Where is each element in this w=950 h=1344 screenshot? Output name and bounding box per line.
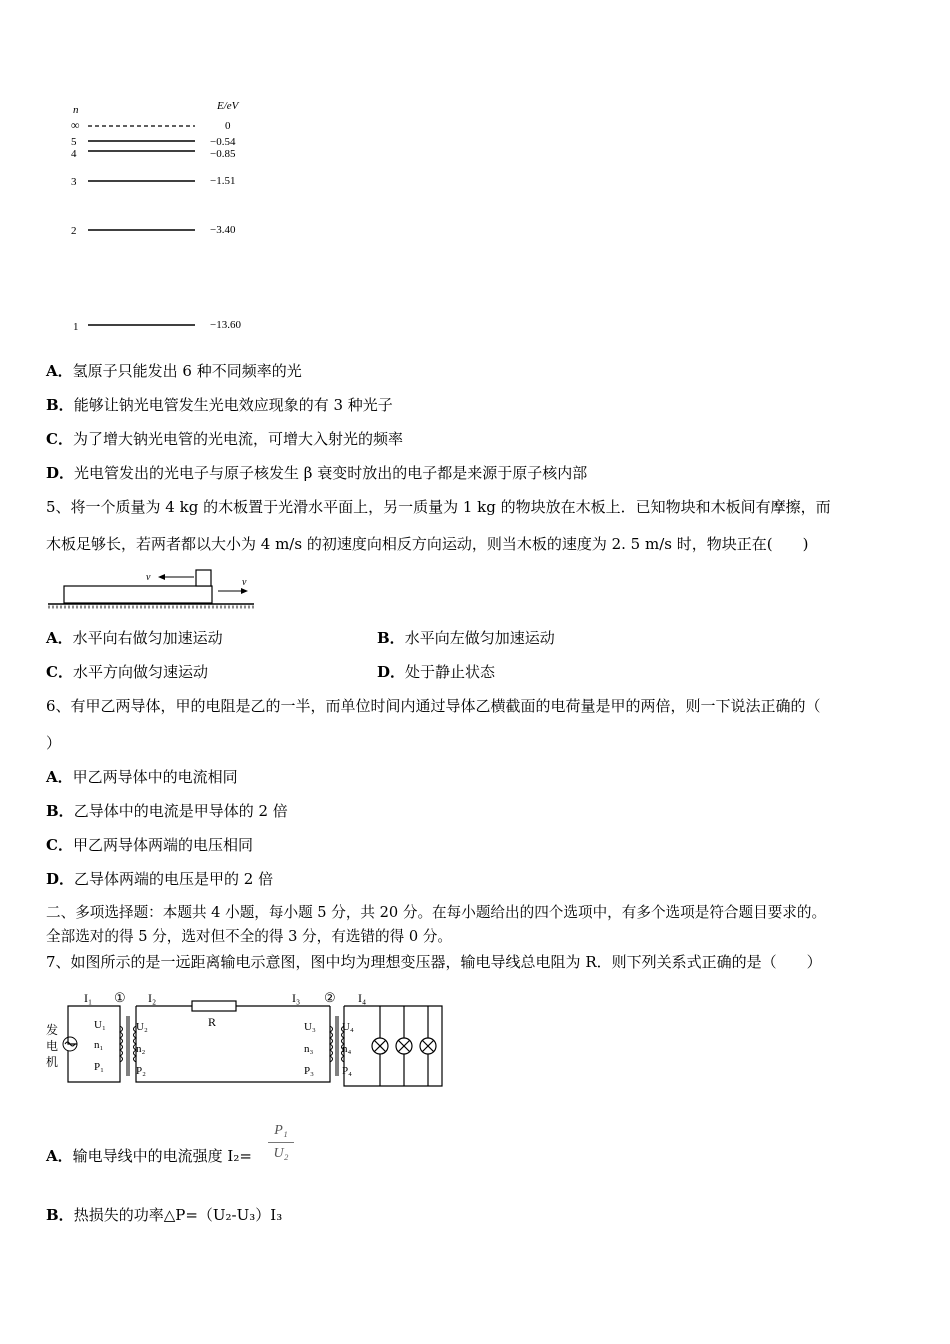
q4-option-d: D．光电管发出的光电子与原子核发生 β 衰变时放出的电子都是来源于原子核内部 bbox=[46, 464, 588, 482]
label-P1: P₁ bbox=[94, 1061, 104, 1073]
level-n-inf: ∞ bbox=[71, 118, 80, 132]
label-P2: P₂ bbox=[136, 1065, 146, 1077]
resistor-R bbox=[192, 1001, 236, 1011]
lamp-1 bbox=[372, 1038, 388, 1054]
q4-option-b: B．能够让钠光电管发生光电效应现象的有 3 种光子 bbox=[46, 396, 393, 414]
board-velocity-label: v bbox=[242, 577, 247, 588]
level-n-1: 1 bbox=[73, 321, 79, 333]
label-I1: I₁ bbox=[84, 991, 93, 1005]
q6-stem-line2: ） bbox=[46, 734, 62, 752]
label-n2: n₂ bbox=[136, 1043, 146, 1055]
q7-option-a-fraction bbox=[268, 1122, 294, 1163]
q5-stem-line2: 木板足够长，若两者都以大小为 4 m/s 的初速度向相反方向运动，则当木板的速度为 2. 5 m/s 时，物块正在( ) bbox=[46, 535, 809, 553]
level-n-3: 3 bbox=[71, 176, 77, 188]
label-I3: I₃ bbox=[292, 991, 301, 1005]
q6-stem-line1: 6、有甲乙两导体，甲的电阻是乙的一半，而单位时间内通过导体乙横截面的电荷量是甲的两倍，则一下说法正确的（ bbox=[46, 697, 821, 715]
block-velocity-label: v bbox=[146, 572, 151, 583]
generator-char-2: 电 bbox=[46, 1039, 59, 1053]
label-U2: U₂ bbox=[136, 1021, 148, 1033]
label-t1: ① bbox=[114, 990, 126, 1005]
generator-char-1: 发 bbox=[46, 1023, 59, 1037]
q5-stem-line1: 5、将一个质量为 4 kg 的木板置于光滑水平面上，另一质量为 1 kg 的物块放在木板上．已知物块和木板间有摩擦，而 bbox=[46, 498, 831, 516]
q7-transmission-circuit bbox=[44, 986, 446, 1092]
fraction-denominator: U₂ bbox=[273, 1146, 289, 1161]
q4-option-a: A．氢原子只能发出 6 种不同频率的光 bbox=[46, 362, 302, 380]
level-n-2: 2 bbox=[71, 225, 77, 237]
block-arrow-head bbox=[158, 574, 165, 580]
label-I2: I₂ bbox=[148, 991, 157, 1005]
transformer1-primary-coil bbox=[120, 1026, 123, 1062]
q5-option-b: B．水平向左做匀加速运动 bbox=[377, 629, 555, 647]
level-e-2: −3.40 bbox=[210, 224, 236, 236]
level-e-5: −0.54 bbox=[210, 136, 236, 148]
level-e-inf: 0 bbox=[225, 120, 231, 132]
q6-option-c: C．甲乙两导体两端的电压相同 bbox=[46, 836, 253, 854]
q4-option-c: C．为了增大钠光电管的光电流，可增大入射光的频率 bbox=[46, 430, 403, 448]
fraction-numerator: P₁ bbox=[274, 1123, 288, 1138]
label-U1: U₁ bbox=[94, 1019, 106, 1031]
label-n1: n₁ bbox=[94, 1039, 104, 1051]
label-U3: U₃ bbox=[304, 1021, 316, 1033]
label-n4: n₄ bbox=[342, 1043, 352, 1055]
board-arrow-head bbox=[241, 588, 248, 594]
q5-option-c: C．水平方向做匀速运动 bbox=[46, 663, 208, 681]
energy-level-diagram bbox=[60, 95, 260, 340]
q6-option-b: B．乙导体中的电流是甲导体的 2 倍 bbox=[46, 802, 288, 820]
level-e-1: −13.60 bbox=[210, 319, 241, 331]
label-n3: n₃ bbox=[304, 1043, 314, 1055]
fraction-bar bbox=[268, 1142, 294, 1143]
transmission-loop-sides bbox=[136, 1006, 330, 1082]
q7-option-b: B．热损失的功率△P=（U₂-U₃）I₃ bbox=[46, 1206, 283, 1224]
q5-option-d: D．处于静止状态 bbox=[377, 663, 496, 681]
level-e-3: −1.51 bbox=[210, 175, 236, 187]
q7-stem: 7、如图所示的是一远距离输电示意图，图中均为理想变压器，输电导线总电阻为 R．则下列关系式正确的是（ ） bbox=[46, 953, 822, 971]
section2-heading-line1: 二、多项选择题：本题共 4 小题，每小题 5 分，共 20 分。在每小题给出的四个选项中，有多个选项是符合题目要求的。 bbox=[46, 904, 827, 921]
label-P3: P₃ bbox=[304, 1065, 314, 1077]
label-P4: P₄ bbox=[342, 1065, 352, 1077]
axis-e-label: E/eV bbox=[217, 100, 239, 112]
label-I4: I₄ bbox=[358, 991, 367, 1005]
q5-option-a: A．水平向右做匀加速运动 bbox=[46, 629, 223, 647]
generator-char-3: 机 bbox=[46, 1055, 59, 1069]
axis-n-label: n bbox=[73, 104, 79, 116]
level-e-4: −0.85 bbox=[210, 148, 236, 160]
q7-option-a: A．输电导线中的电流强度 I₂= bbox=[46, 1147, 252, 1165]
q6-option-d: D．乙导体两端的电压是甲的 2 倍 bbox=[46, 870, 274, 888]
section2-heading-line2: 全部选对的得 5 分，选对但不全的得 3 分，有选错的得 0 分。 bbox=[46, 928, 452, 945]
transformer2-primary-coil bbox=[330, 1026, 333, 1062]
lamp-3 bbox=[420, 1038, 436, 1054]
level-n-5: 5 bbox=[71, 136, 77, 148]
label-t2: ② bbox=[324, 990, 336, 1005]
lamp-2 bbox=[396, 1038, 412, 1054]
q6-option-a: A．甲乙两导体中的电流相同 bbox=[46, 768, 238, 786]
level-n-4: 4 bbox=[71, 148, 77, 160]
wooden-board bbox=[64, 586, 212, 603]
block bbox=[196, 570, 211, 586]
label-R: R bbox=[208, 1015, 217, 1029]
label-U4: U₄ bbox=[342, 1021, 354, 1033]
q5-board-figure bbox=[46, 564, 258, 612]
